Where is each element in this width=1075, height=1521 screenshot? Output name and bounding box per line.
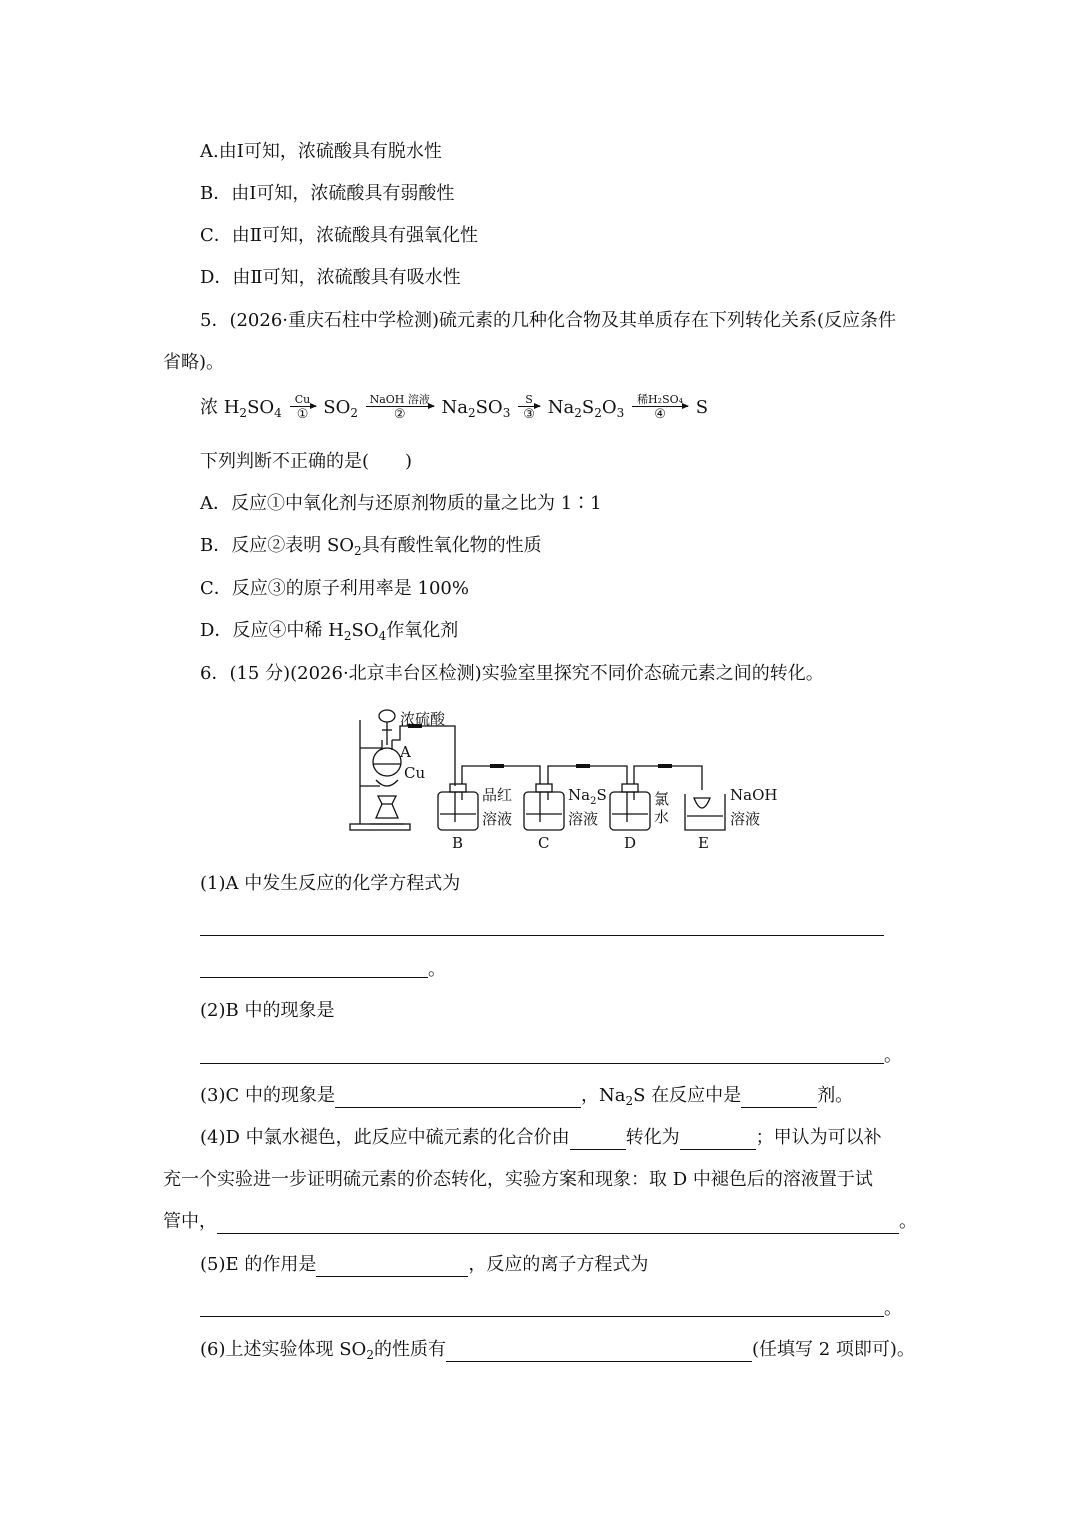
label-acid: 浓硫酸 — [400, 710, 446, 728]
label-c-reagent-2: 溶液 — [568, 810, 599, 828]
q6-stem: 6．(15 分)(2026·北京丰台区检测)实验室里探究不同价态硫元素之间的转化。 — [200, 663, 824, 684]
q4-option-b: B．由Ⅰ可知，浓硫酸具有弱酸性 — [200, 183, 455, 204]
label-c: C — [538, 834, 550, 852]
label-e: E — [698, 834, 709, 852]
label-c-reagent-1: $Na_2S$ — [568, 786, 607, 807]
q5-reaction-chain: 浓 $H_2SO_4$ Cu ① $SO_2$ NaOH 溶液 ② $Na_2SO_3$ S ③ $Na_2S_2O_3$ 稀H₂SO₄ ④ S — [200, 393, 709, 422]
funnel-icon — [379, 710, 395, 722]
answer-line-1b[interactable] — [200, 977, 428, 978]
label-d-reagent-1: 氯 — [654, 790, 670, 808]
q6-part4-line3: 管中， 。 — [163, 1211, 917, 1232]
label-d: D — [624, 834, 637, 852]
q6-part3: (3)C 中的现象是 ，$Na_2S$ 在反应中是 剂。 — [200, 1085, 854, 1108]
q6-part5: (5)E 的作用是 ，反应的离子方程式为 — [200, 1254, 649, 1275]
answer-blank-3a[interactable] — [335, 1087, 581, 1108]
period-1: 。 — [428, 959, 446, 980]
q5-option-b: B．反应②表明 $SO_2$具有酸性氧化物的性质 — [200, 535, 542, 558]
answer-blank-5a[interactable] — [316, 1256, 468, 1277]
apparatus-figure — [340, 700, 780, 860]
label-b-reagent-1: 品红 — [482, 786, 513, 804]
bottle-d — [610, 792, 650, 830]
q5-stem-line1: 5．(2026·重庆石柱中学检测)硫元素的几种化合物及其单质存在下列转化关系(反应条件 — [200, 310, 897, 331]
q5-option-c: C．反应③的原子利用率是 100% — [200, 578, 469, 599]
q6-part6: (6)上述实验体现 $SO_2$的性质有 (任填写 2 项即可)。 — [200, 1339, 915, 1362]
bottle-b — [438, 792, 478, 830]
arrow-1: Cu ① — [290, 394, 316, 422]
answer-blank-6[interactable] — [446, 1341, 752, 1362]
q5-option-a: A．反应①中氧化剂与还原剂物质的量之比为 1∶1 — [200, 493, 602, 514]
q4-option-d: D．由Ⅱ可知，浓硫酸具有吸水性 — [200, 267, 461, 288]
q5-prompt: 下列判断不正确的是( ) — [200, 451, 413, 472]
answer-line-5[interactable] — [200, 1316, 884, 1317]
q6-part1: (1)A 中发生反应的化学方程式为 — [200, 873, 461, 894]
beaker-e — [685, 794, 725, 830]
label-b-reagent-2: 溶液 — [482, 810, 513, 828]
answer-blank-4b[interactable] — [680, 1129, 756, 1150]
burner-icon — [378, 796, 396, 804]
arrow-3: S ③ — [518, 394, 540, 422]
q5-option-d: D．反应④中稀 $H_2SO_4$作氧化剂 — [200, 620, 459, 643]
answer-blank-4c[interactable] — [217, 1213, 899, 1234]
stand-base — [350, 824, 410, 830]
answer-blank-3b[interactable] — [741, 1087, 817, 1108]
period-2: 。 — [884, 1045, 902, 1066]
answer-line-1a[interactable] — [200, 935, 884, 936]
label-b: B — [452, 834, 464, 852]
bottle-c — [524, 792, 564, 830]
flask-icon — [373, 748, 401, 776]
label-a: A — [400, 743, 411, 761]
label-d-reagent-2: 水 — [654, 808, 670, 826]
q5-stem-line2: 省略)。 — [163, 352, 225, 373]
q6-part4-line2: 充一个实验进一步证明硫元素的价态转化，实验方案和现象：取 D 中褪色后的溶液置于试 — [163, 1169, 873, 1190]
answer-blank-4a[interactable] — [570, 1129, 626, 1150]
q6-part2: (2)B 中的现象是 — [200, 1000, 335, 1021]
arrow-4: 稀H₂SO₄ ④ — [632, 394, 688, 422]
arrow-2: NaOH 溶液 ② — [366, 394, 434, 422]
label-e-reagent-2: 溶液 — [730, 810, 761, 828]
period-5: 。 — [884, 1298, 902, 1319]
q6-part4-line1: (4)D 中氯水褪色，此反应中硫元素的化合价由 转化为 ；甲认为可以补 — [200, 1127, 882, 1148]
label-cu: Cu — [404, 764, 426, 782]
q4-option-a: A.由Ⅰ可知，浓硫酸具有脱水性 — [200, 141, 442, 162]
label-e-reagent-1: NaOH — [730, 786, 778, 804]
q4-option-c: C．由Ⅱ可知，浓硫酸具有强氧化性 — [200, 225, 479, 246]
answer-line-2[interactable] — [200, 1063, 884, 1064]
inverted-funnel-icon — [694, 798, 710, 808]
